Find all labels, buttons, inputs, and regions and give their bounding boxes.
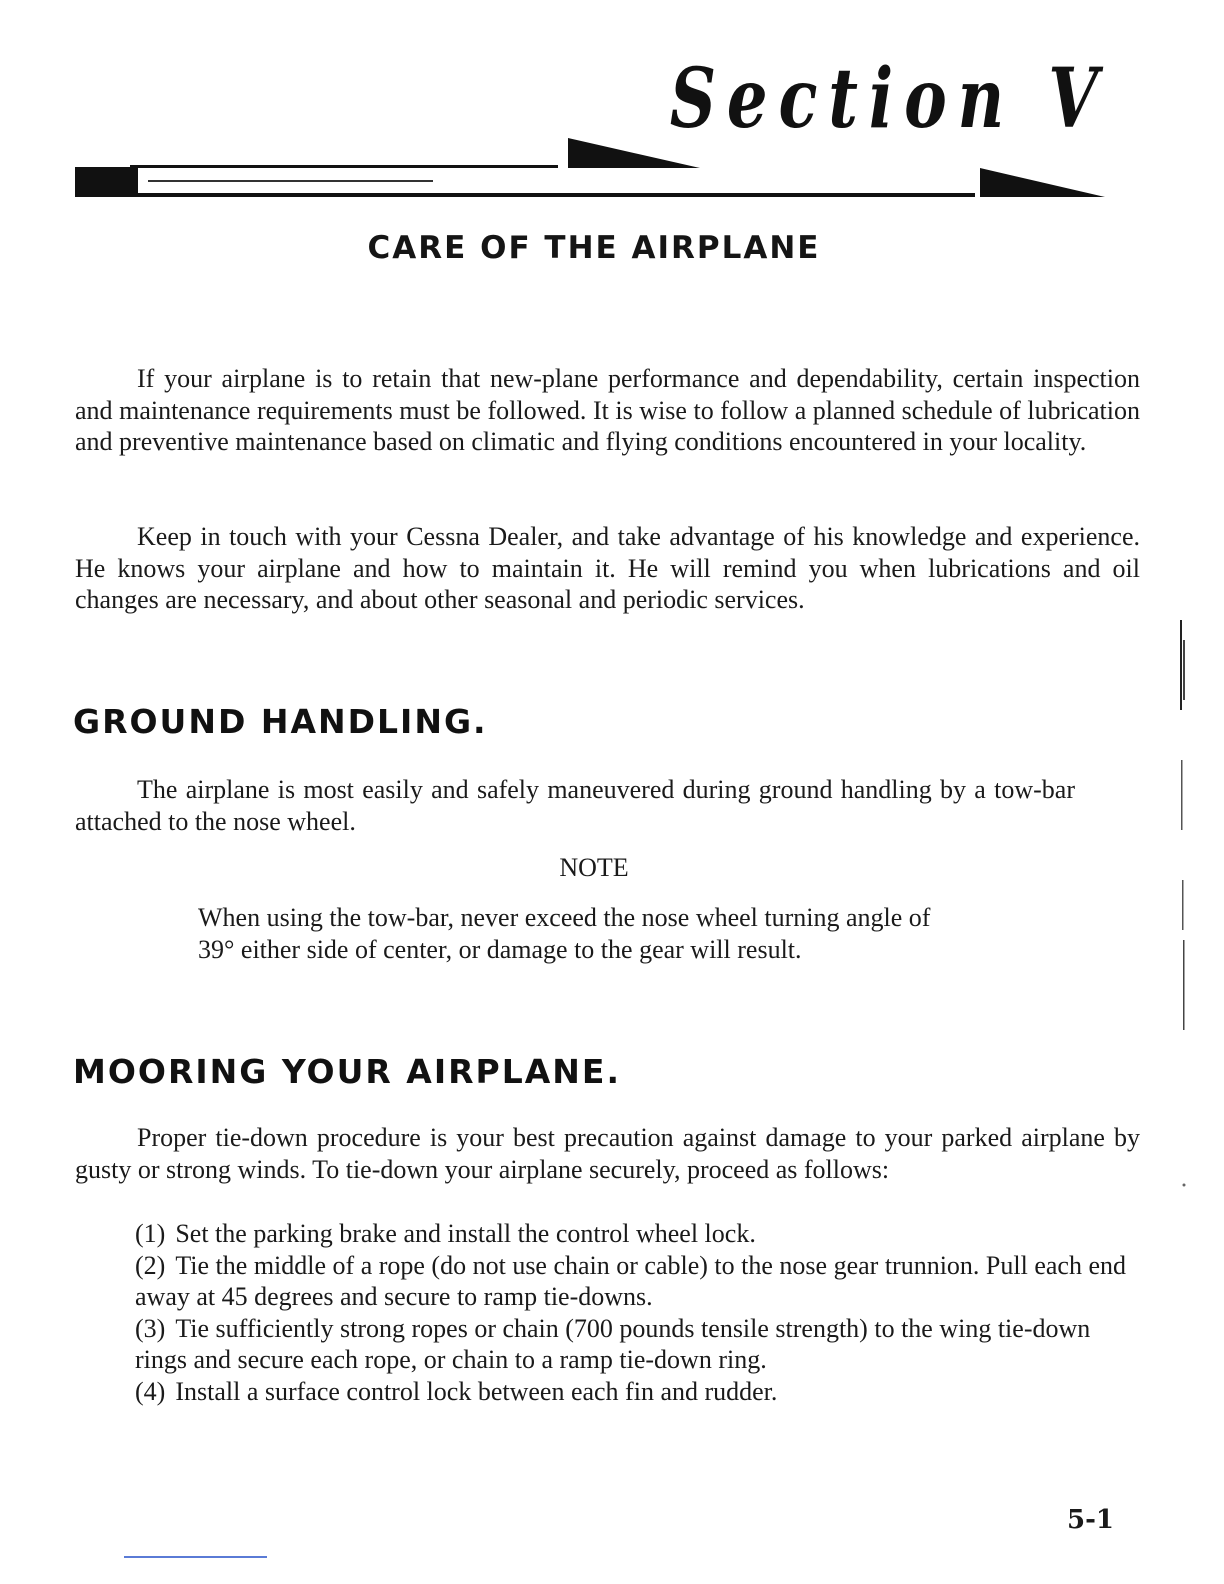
scan-underline-artifact [124, 1556, 267, 1558]
tie-down-steps [135, 1218, 1140, 1407]
note-text: When using the tow-bar, never exceed the nose wheel turning angle of 39° either side of center, or damage to the gear will result. [198, 903, 931, 964]
scan-edge-marks [1150, 600, 1190, 1200]
tie-down-step: (1) Set the parking brake and install the control wheel lock. [135, 1219, 756, 1248]
note-label: NOTE [559, 853, 629, 882]
intro-paragraph-2: Keep in touch with your Cessna Dealer, and take advantage of his knowledge and experience. He knows your airplane and how to maintain it. He will remind you when lubrications and oil changes are necessary, and about other seasonal and periodic services. [75, 522, 1140, 614]
ground-handling-paragraph: The airplane is most easily and safely maneuvered during ground handling by a tow-bar attached to the nose wheel. [75, 775, 1075, 836]
page-title: CARE OF THE AIRPLANE [367, 230, 821, 266]
header-rule-decoration [70, 130, 1115, 200]
tie-down-step: (3) Tie sufficiently strong ropes or chain (700 pounds tensile strength) to the wing tie-down rings and secure each rope, or chain to a ramp tie-down ring. [135, 1313, 1091, 1374]
section-label: Section V [669, 51, 1109, 147]
mooring-paragraph: Proper tie-down procedure is your best precaution against damage to your parked airplane by gusty or strong winds. To tie-down your airplane securely, proceed as follows: [75, 1123, 1140, 1184]
mooring-heading: MOORING YOUR AIRPLANE. [73, 1052, 621, 1091]
tie-down-step: (4) Install a surface control lock between each fin and rudder. [135, 1376, 778, 1406]
page-number: 5-1 [1067, 1505, 1114, 1535]
tie-down-step: (2) Tie the middle of a rope (do not use chain or cable) to the nose gear trunnion. Pull each end away at 45 degrees and secure to ramp tie-downs. [135, 1250, 1126, 1311]
intro-paragraph-1: If your airplane is to retain that new-plane performance and dependability, certain inspection and maintenance requirements must be followed. It is wise to follow a planned schedule of lubrication and preventive maintenance based on climatic and flying conditions encountered in your locality. [75, 364, 1140, 456]
ground-handling-heading: GROUND HANDLING. [73, 702, 488, 741]
